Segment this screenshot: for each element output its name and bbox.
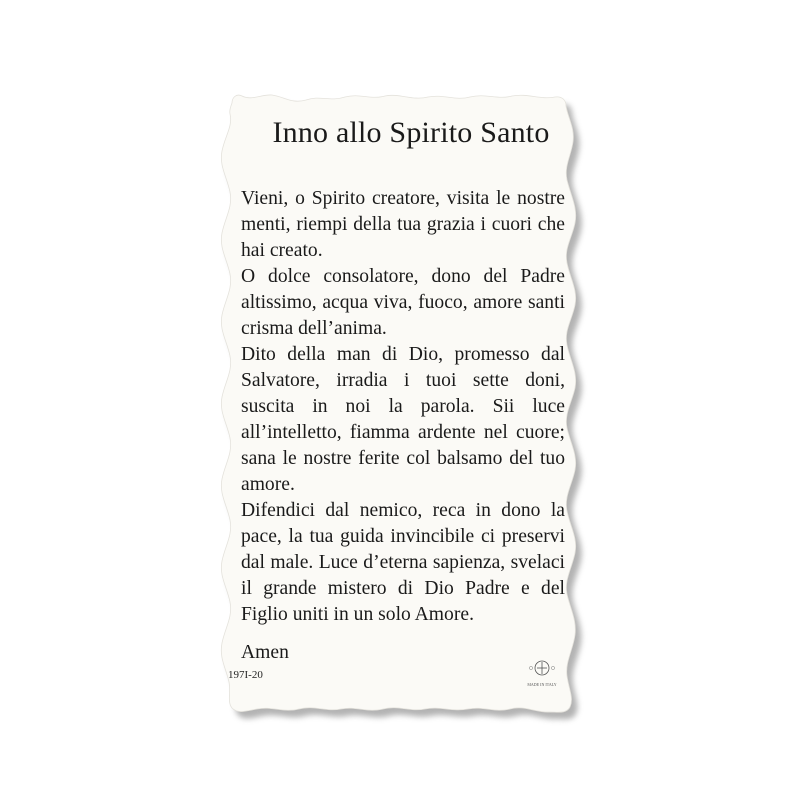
prayer-closing: Amen (241, 642, 289, 663)
publisher-seal-icon-graphic (527, 656, 557, 682)
publisher-seal-icon (527, 656, 557, 690)
prayer-paragraph: Difendici dal nemico, reca in dono la pace, la tua guida invincibile ci preservi dal male. Luce d’eterna sapienza, svelaci il grande mistero di Dio Padre e del Figlio uniti in un solo Amore. (241, 500, 565, 625)
prayer-paragraph: Vieni, o Spirito creatore, visita le nostre menti, riempi della tua grazia i cuori che hai creato. (241, 188, 565, 261)
prayer-paragraph: O dolce consolatore, dono del Padre altissimo, acqua viva, fuoco, amore santi crisma dell’anima. (241, 266, 565, 339)
prayer-body (241, 186, 565, 628)
seal-caption: MADE IN ITALY (527, 682, 557, 687)
prayer-title: Inno allo Spirito Santo (272, 116, 550, 149)
prayer-paragraph: Dito della man di Dio, promesso dal Salvatore, irradia i tuoi sette doni, suscita in noi la parola. Sii luce all’intelletto, fiamma ardente nel cuore; sana le nostre ferite col balsamo del tuo amore. (241, 344, 565, 495)
prayer-content (241, 112, 565, 702)
product-code: 197I-20 (228, 669, 263, 681)
